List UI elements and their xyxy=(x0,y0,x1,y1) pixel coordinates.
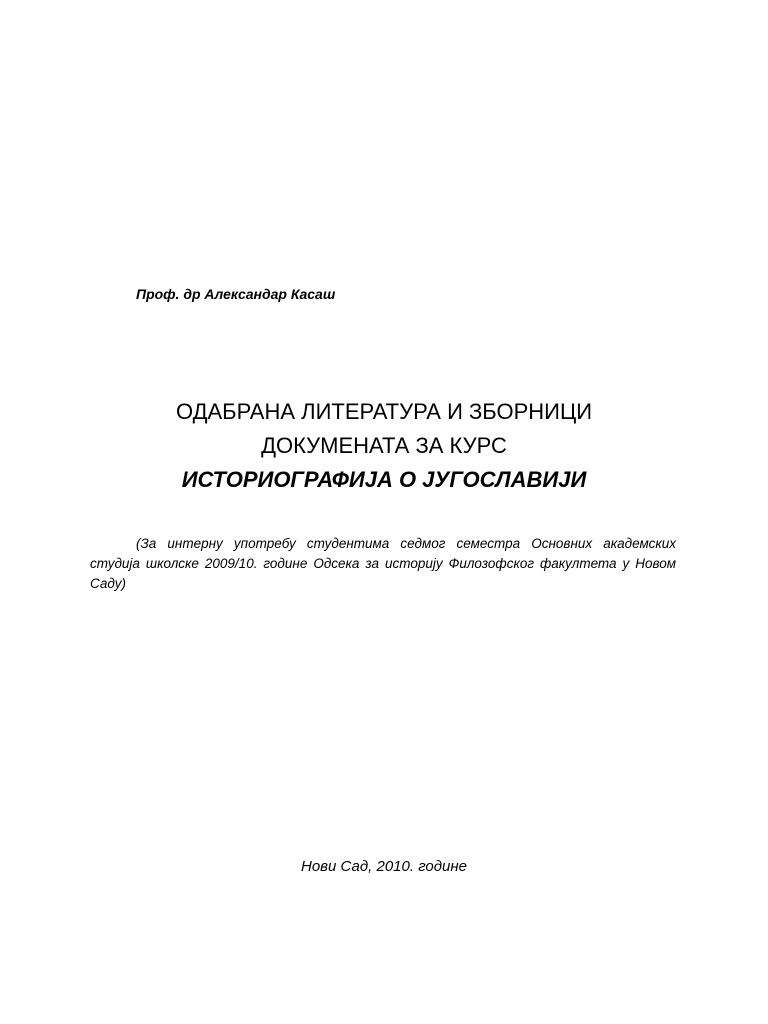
title-line-2: ДОКУМЕНАТА ЗА КУРС xyxy=(261,433,507,458)
author-name: Проф. др Александар Касаш xyxy=(136,286,336,302)
title-line-1: ОДАБРАНА ЛИТЕРАТУРА И ЗБОРНИЦИ xyxy=(175,399,593,424)
course-name: ИСТОРИОГРАФИЈА О ЈУГОСЛАВИЈИ xyxy=(181,467,587,492)
document-title xyxy=(0,395,768,497)
place-and-date: Нови Сад, 2010. године xyxy=(301,858,467,875)
usage-note: (За интерну употребу студентима седмог семестра Основних академских студија школске 2009/10. године Одсека за историју Филозофског факултета у Новом Саду) xyxy=(90,536,676,591)
